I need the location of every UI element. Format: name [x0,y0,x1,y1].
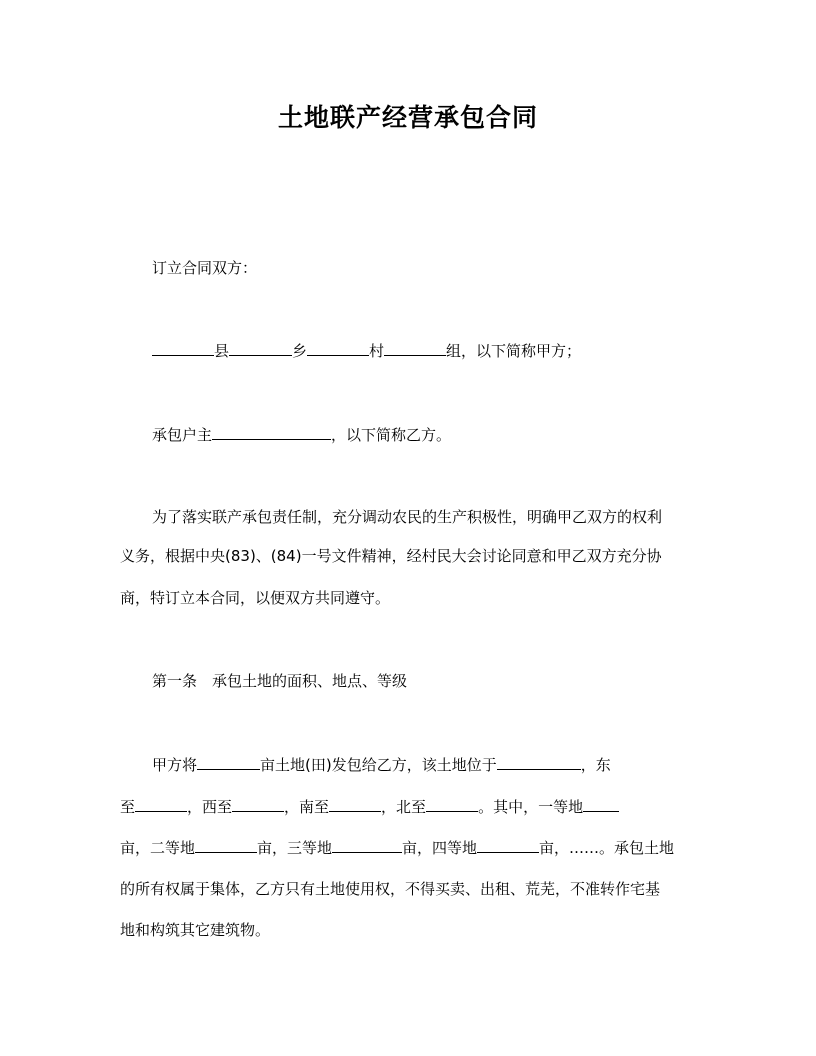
party-b-suffix: ，以下简称乙方。 [331,426,452,444]
grade2-blank [195,837,257,853]
article1-heading: 第一条 承包土地的面积、地点、等级 [152,672,408,690]
article1-line-2 [120,796,619,817]
east-blank [135,796,187,812]
south-blank [329,796,381,812]
north-blank [426,796,478,812]
article1-l3-d: 亩，……。承包土地 [539,839,675,857]
article1-l1-b: 亩土地(田)发包给乙方，该土地位于 [260,756,497,774]
party-a-line [152,340,581,361]
location-blank [497,754,581,770]
grade4-blank [477,837,539,853]
article1-l2-b: ，西至 [187,798,233,816]
article1-l2-d: ，北至 [381,798,427,816]
article1-l2-a: 至 [120,798,136,816]
purpose-line-3: 商，特订立本合同，以便双方共同遵守。 [120,589,391,607]
village-blank [307,340,369,356]
grade1-blank [583,796,619,812]
householder-blank [212,424,331,440]
article1-line-4: 的所有权属于集体，乙方只有土地使用权，不得买卖、出租、荒芜，不准转作宅基 [120,880,661,898]
intro-label: 订立合同双方： [152,259,258,277]
article1-l3-c: 亩，四等地 [402,839,478,857]
group-label: 组，以下简称甲方； [446,342,582,360]
county-label: 县 [214,342,230,360]
county-blank [152,340,214,356]
group-blank [384,340,446,356]
party-b-line [152,424,451,445]
township-label: 乡 [292,342,308,360]
article1-line-1 [152,754,611,775]
article1-l1-c: ，东 [580,756,611,774]
party-b-prefix: 承包户主 [152,426,213,444]
article1-line-3 [120,837,674,858]
village-label: 村 [369,342,385,360]
purpose-line-1: 为了落实联产承包责任制，充分调动农民的生产积极性，明确甲乙双方的权利 [152,508,663,526]
area-blank [197,754,260,770]
article1-l3-b: 亩，三等地 [257,839,333,857]
article1-l2-e: 。其中，一等地 [478,798,584,816]
purpose-line-2: 义务，根据中央(83)、(84)一号文件精神，经村民大会讨论同意和甲乙双方充分协 [120,547,662,565]
township-blank [229,340,292,356]
grade3-blank [332,837,402,853]
document-title: 土地联产经营承包合同 [277,103,538,132]
article1-l2-c: ，南至 [284,798,330,816]
west-blank [232,796,284,812]
article1-l3-a: 亩，二等地 [120,839,196,857]
article1-line-5: 地和构筑其它建筑物。 [120,921,271,939]
article1-l1-a: 甲方将 [152,756,198,774]
